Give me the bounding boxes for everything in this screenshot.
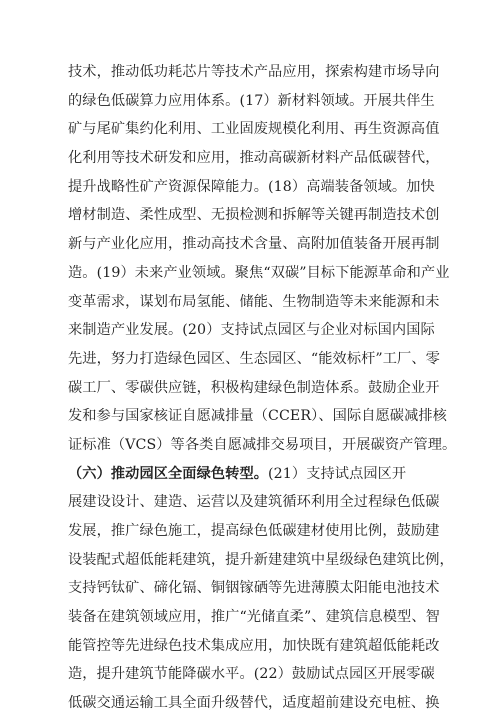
text-line: 提升战略性矿产资源保障能力。(18）高端装备领域。加快 xyxy=(68,178,435,195)
text-line: 造，提升建筑节能降碳水平。(22）鼓励试点园区开展零碳 xyxy=(68,666,435,683)
text-line: 先进，努力打造绿色园区、生态园区、“能效标杆”工厂、零 xyxy=(68,350,440,367)
text-line: 矿与尾矿集约化利用、工业固废规模化利用、再生资源高值 xyxy=(68,121,440,138)
text-line: 展建设设计、建造、运营以及建筑循环利用全过程绿色低碳 xyxy=(68,494,440,511)
text-line: 发展，推广绿色施工，提高绿色低碳建材使用比例，鼓励建 xyxy=(68,523,440,539)
text-line: 碳工厂、零碳供应链，积极构建绿色制造体系。鼓励企业开 xyxy=(68,379,440,396)
section-heading: （六）推动园区全面绿色转型。 xyxy=(68,465,269,482)
text-line: 发和参与国家核证自愿减排量（CCER）、国际自愿碳减排核 xyxy=(68,408,447,425)
section-heading-continuation: (21）支持试点园区开 xyxy=(268,465,407,482)
text-line: 证标准（VCS）等各类自愿减排交易项目，开展碳资产管理。 xyxy=(68,436,457,453)
text-line: 增材制造、柔性成型、无损检测和拆解等关键再制造技术创 xyxy=(68,207,440,224)
text-line: 的绿色低碳算力应用体系。(17）新材料领域。开展共伴生 xyxy=(68,92,435,109)
text-line: 装备在建筑领域应用，推广“光储直柔”、建筑信息模型、智 xyxy=(68,609,440,626)
text-line: 技术，推动低功耗芯片等技术产品应用，探索构建市场导向 xyxy=(68,64,440,80)
text-line: 新与产业化应用，推动高技术含量、高附加值装备开展再制 xyxy=(68,236,440,253)
text-line: 低碳交通运输工具全面升级替代，适度超前建设充电桩、换 xyxy=(68,695,440,712)
section-heading-line xyxy=(68,460,432,489)
text-line: 化利用等技术研发和应用，推动高碳新材料产品低碳替代， xyxy=(68,150,440,167)
text-line: 来制造产业发展。(20）支持试点园区与企业对标国内国际 xyxy=(68,322,435,339)
text-line: 设装配式超低能耗建筑，提升新建建筑中星级绿色建筑比例， xyxy=(68,551,454,568)
text-line: 造。(19）未来产业领域。聚焦“双碳”目标下能源革命和产业 xyxy=(68,264,450,281)
text-line: 能管控等先进绿色技术集成应用，加快既有建筑超低能耗改 xyxy=(68,637,440,654)
text-line: 变革需求，谋划布局氢能、储能、生物制造等未来能源和未 xyxy=(68,293,440,310)
text-line: 支持钙钛矿、碲化镉、铜铟镓硒等先进薄膜太阳能电池技术 xyxy=(68,580,440,597)
